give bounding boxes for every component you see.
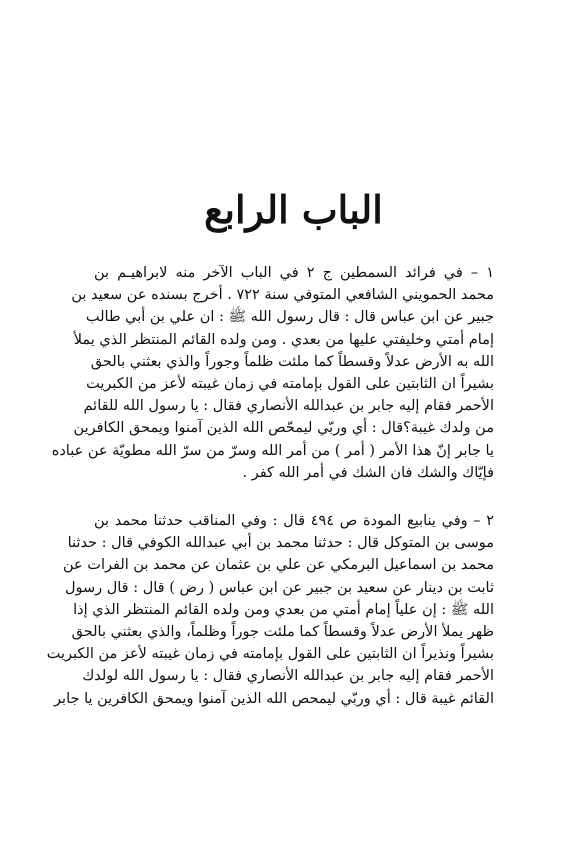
text-line: الأحمر فقام إليه جابر بن عبدالله الأنصاري فقال : يا رسول الله لولدك [82,668,494,685]
paragraph-2 [46,510,494,710]
text-line: محمد الحمويني الشافعي المتوفي سنة ٧٢٢ . أخرج بسنده عن سعيد بن [71,287,494,304]
text-line: الأحمر فقام إليه جابر بن عبدالله الأنصاري فقال : يا رسول الله للقائم [83,398,494,415]
paragraph-1 [51,262,494,484]
text-line: محمد بن اسماعيل البرمكي عن علي بن عثمان عن محمد بن الفرات عن [63,557,494,574]
text-line: فإيّاك والشك فان الشك في أمر الله كفر . [242,464,494,481]
text-line: القائم غيبة قال : أي وربّي ليمحص الله الذين آمنوا ويمحق الكافرين يا جابر [54,690,494,707]
text-line: ظهر يملأ الأرض عدلاً وقسطاً كما ملئت جوراً وظلماً، والذي بعثني بالحق [71,623,494,640]
text-line: جبير عن ابن عباس قال : قال رسول الله ﷺ : ان علي بن أبي طالب [85,309,494,326]
text-line: ٢ – وفي ينابيع المودة ص ٤٩٤ قال : وفي المناقب حدثنا محمد بن [94,513,494,529]
text-line: ١ – في فرائد السمطين ج ٢ في الباب الآخر منه لابراهيـم بن [94,265,494,281]
text-line: من ولدك غيبة؟قال : أي وربّي ليمحّص الله الذين آمنوا ويمحق الكافرين [73,420,494,437]
text-line: يا جابر إنّ هذا الأمر ( أمر ) من أمر الله وسرّ من سرّ الله مطويّة عن عباده [51,442,494,459]
chapter-title: الباب الرابع [204,187,383,232]
text-line: الله ﷺ : إن علياً إمام أمتي من بعدي ومن ولده القائم المنتظر الذي إذا [73,601,494,618]
text-line: إمام أمتي وخليفتي عليها من بعدي . ومن ولده القائم المنتظر الذي يملأ [73,331,494,348]
text-line: الله به الأرض عدلاً وقسطاً كما ملئت ظلماً وجوراً والذي بعثني بالحق [90,353,494,370]
text-line: موسى بن المتوكل قال : حدثنا محمد بن أبي عبدالله الكوفي قال : حدثنا [67,535,494,552]
text-line: ثابت بن دينار عن سعيد بن جبير عن ابن عباس ( رض ) قال : قال رسول [64,579,494,596]
text-line: بشيراً ان الثابتين على القول بإمامته في زمان غيبته لأعز من الكبريت [86,375,494,392]
text-line: بشيراً ونذيراً ان الثابتين على القول بإمامته في زمان غيبته لأعز من الكبريت [46,646,494,663]
